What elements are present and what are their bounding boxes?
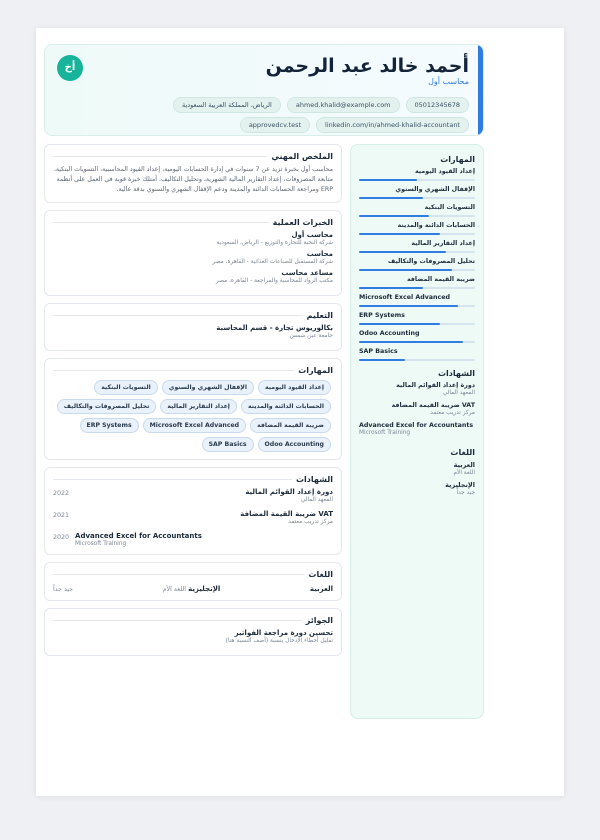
skill-tag: إعداد التقارير المالية bbox=[160, 399, 237, 414]
award-title: تحسين دورة مراجعة الفواتير bbox=[234, 629, 333, 638]
sidebar-skill-label: ضريبة القيمة المضافة bbox=[406, 276, 475, 283]
experience-role: مساعد محاسب bbox=[281, 269, 333, 278]
skill-tag: ERP Systems bbox=[80, 418, 139, 433]
sidebar-skills-title: المهارات bbox=[440, 155, 475, 164]
main-column bbox=[44, 144, 342, 663]
sidebar-cert bbox=[359, 422, 475, 436]
contact-location: الرياض، المملكة العربية السعودية bbox=[173, 97, 281, 113]
sidebar-skill-label: الإقفال الشهري والسنوي bbox=[395, 186, 475, 193]
skill-level-bar bbox=[359, 233, 475, 235]
sidebar-language bbox=[359, 481, 475, 496]
skill-level-fill bbox=[359, 359, 405, 361]
skills-section bbox=[44, 358, 342, 460]
skill-level-fill bbox=[359, 287, 423, 289]
skill-level-bar bbox=[359, 215, 475, 217]
sidebar bbox=[350, 144, 484, 719]
skill-tag: تحليل المصروفات والتكاليف bbox=[57, 399, 157, 414]
experience-role: محاسب bbox=[306, 250, 333, 259]
sidebar-skill bbox=[359, 258, 475, 271]
skill-level-bar bbox=[359, 269, 475, 271]
experience-company: شركة المستقبل للصناعات الغذائية - القاهرة، مصر bbox=[212, 259, 333, 266]
skill-level-fill bbox=[359, 179, 417, 181]
certificate-org: مركز تدريب معتمد bbox=[288, 519, 333, 526]
certificate-year: 2022 bbox=[53, 490, 70, 498]
education-degree: بكالوريوس تجارة - قسم المحاسبة bbox=[216, 324, 333, 333]
experience-role: محاسب أول bbox=[291, 231, 333, 240]
sidebar-skill bbox=[359, 168, 475, 181]
sidebar-skill-label: تحليل المصروفات والتكاليف bbox=[387, 258, 475, 265]
skill-tag: إعداد القيود اليومية bbox=[258, 380, 331, 395]
contact-chips bbox=[49, 97, 469, 133]
skill-level-bar bbox=[359, 197, 475, 199]
sidebar-cert bbox=[359, 402, 475, 416]
education-title: التعليم bbox=[53, 311, 333, 320]
certificate-org: Microsoft Training bbox=[75, 541, 127, 548]
experience-section bbox=[44, 210, 342, 296]
sidebar-skill-label: الحسابات الدائنة والمدينة bbox=[397, 222, 475, 229]
skill-level-fill bbox=[359, 233, 440, 235]
certificate-title: Advanced Excel for Accountants bbox=[75, 532, 202, 541]
skill-level-bar bbox=[359, 179, 475, 181]
skill-level-bar bbox=[359, 359, 475, 361]
experience-company: مكتب الرواد للمحاسبة والمراجعة - القاهرة، مصر bbox=[215, 278, 333, 285]
skill-tag: ضريبة القيمة المضافة bbox=[250, 418, 331, 433]
initials-avatar: أخ bbox=[57, 55, 83, 81]
certificate-title: ضريبة القيمة المضافة VAT bbox=[240, 510, 333, 519]
experience-company: شركة النخبة للتجارة والتوزيع - الرياض، السعودية bbox=[216, 240, 333, 247]
resume-header bbox=[44, 44, 484, 136]
contact-phone[interactable]: 05012345678 bbox=[406, 97, 470, 113]
contact-linkedin[interactable]: linkedin.com/in/ahmed-khalid-accountant bbox=[316, 117, 469, 133]
sidebar-skill bbox=[359, 276, 475, 289]
awards-section bbox=[44, 608, 342, 656]
sidebar-skill bbox=[359, 348, 475, 361]
experience-item bbox=[53, 231, 333, 284]
language-level: جيد جداً bbox=[53, 585, 74, 593]
sidebar-skill bbox=[359, 294, 475, 307]
skill-tag: Odoo Accounting bbox=[258, 437, 331, 452]
sidebar-skill bbox=[359, 312, 475, 325]
sidebar-skill-label: Odoo Accounting bbox=[359, 330, 420, 337]
skill-level-fill bbox=[359, 251, 446, 253]
language-name: العربية bbox=[309, 585, 333, 594]
summary-title: الملخص المهني bbox=[53, 152, 333, 161]
languages-title: اللغات bbox=[53, 570, 333, 579]
sidebar-skill-label: ERP Systems bbox=[359, 312, 405, 319]
skill-level-fill bbox=[359, 269, 452, 271]
experience-title: الخبرات العملية bbox=[53, 218, 333, 227]
sidebar-skill bbox=[359, 186, 475, 199]
certificate-item bbox=[53, 488, 333, 503]
certificate-year: 2021 bbox=[53, 512, 70, 520]
summary-section bbox=[44, 144, 342, 203]
awards-title: الجوائز bbox=[53, 616, 333, 625]
languages-section bbox=[44, 562, 342, 601]
award-description: تقليل أخطاء الإدخال بنسبة (أضف النسبة هنا) bbox=[225, 638, 333, 645]
sidebar-cert-title: دورة إعداد القوائم المالية bbox=[396, 382, 475, 389]
candidate-name: أحمد خالد عبد الرحمن bbox=[265, 55, 469, 77]
skill-level-fill bbox=[359, 341, 463, 343]
sidebar-skill-label: إعداد التقارير المالية bbox=[411, 240, 475, 247]
skill-level-bar bbox=[359, 341, 475, 343]
certificate-item bbox=[53, 532, 333, 547]
education-section bbox=[44, 303, 342, 351]
skill-level-bar bbox=[359, 323, 475, 325]
skill-tag: Microsoft Excel Advanced bbox=[143, 418, 246, 433]
language-name: الإنجليزية bbox=[188, 585, 221, 594]
sidebar-cert bbox=[359, 382, 475, 396]
languages-row bbox=[53, 585, 333, 593]
sidebar-language-name: العربية bbox=[453, 461, 475, 469]
contact-email[interactable]: ahmed.khalid@example.com bbox=[287, 97, 400, 113]
contact-website[interactable]: approvedcv.test bbox=[240, 117, 310, 133]
certificates-section bbox=[44, 467, 342, 555]
sidebar-skill-label: إعداد القيود اليومية bbox=[414, 168, 475, 175]
sidebar-skill bbox=[359, 222, 475, 235]
sidebar-language-level: جيد جداً bbox=[456, 490, 475, 496]
education-school: جامعة عين شمس bbox=[289, 333, 333, 340]
skill-tag: التسويات البنكية bbox=[94, 380, 158, 395]
sidebar-cert-org: Microsoft Training bbox=[359, 430, 411, 436]
skills-title: المهارات bbox=[53, 366, 333, 375]
sidebar-skill bbox=[359, 330, 475, 343]
skill-tag: الإقفال الشهري والسنوي bbox=[162, 380, 254, 395]
sidebar-cert-title: Advanced Excel for Accountants bbox=[359, 422, 474, 429]
skill-level-fill bbox=[359, 323, 440, 325]
certificate-org: المعهد المالي bbox=[300, 497, 333, 504]
certificate-title: دورة إعداد القوائم المالية bbox=[245, 488, 333, 497]
sidebar-skill bbox=[359, 240, 475, 253]
skill-level-bar bbox=[359, 305, 475, 307]
sidebar-language-name: الإنجليزية bbox=[445, 481, 475, 489]
language-level: اللغة الأم bbox=[162, 586, 187, 594]
sidebar-language-level: اللغة الأم bbox=[453, 470, 475, 476]
skill-level-fill bbox=[359, 215, 429, 217]
sidebar-langs-title: اللغات bbox=[450, 448, 475, 457]
summary-text: محاسب أول بخبرة تزيد عن 7 سنوات في إدارة الحسابات اليومية، إعداد القيود المحاسبية، التسويات البنكية، متابعة المصروفات، إعداد التقارير المالية الشهرية، وتحليل التكاليف. أمتلك خبرة قوية في العمل على أنظمة ERP ومراجعة الحسابات الدائنة والمدينة ودعم الإقفال الشهري والسنوي بدقة عالية. bbox=[53, 166, 333, 194]
sidebar-skill-label: Microsoft Excel Advanced bbox=[359, 294, 451, 301]
sidebar-cert-org: مركز تدريب معتمد bbox=[430, 410, 475, 416]
skill-level-fill bbox=[359, 197, 423, 199]
certificate-year: 2020 bbox=[53, 534, 70, 542]
sidebar-skill-label: SAP Basics bbox=[359, 348, 398, 355]
sidebar-certs-title: الشهادات bbox=[437, 369, 475, 378]
sidebar-skill bbox=[359, 204, 475, 217]
certificate-item bbox=[53, 510, 333, 525]
sidebar-cert-org: المعهد المالي bbox=[442, 390, 475, 396]
sidebar-language bbox=[359, 461, 475, 476]
skill-tag: SAP Basics bbox=[202, 437, 254, 452]
job-title: محاسب أول bbox=[428, 77, 469, 86]
certificates-title: الشهادات bbox=[53, 475, 333, 484]
sidebar-cert-title: ضريبة القيمة المضافة VAT bbox=[391, 402, 475, 409]
skill-level-bar bbox=[359, 251, 475, 253]
skill-level-bar bbox=[359, 287, 475, 289]
sidebar-skill-label: التسويات البنكية bbox=[424, 204, 475, 211]
skills-list bbox=[53, 380, 333, 452]
skill-tag: الحسابات الدائنة والمدينة bbox=[241, 399, 331, 414]
skill-level-fill bbox=[359, 305, 458, 307]
